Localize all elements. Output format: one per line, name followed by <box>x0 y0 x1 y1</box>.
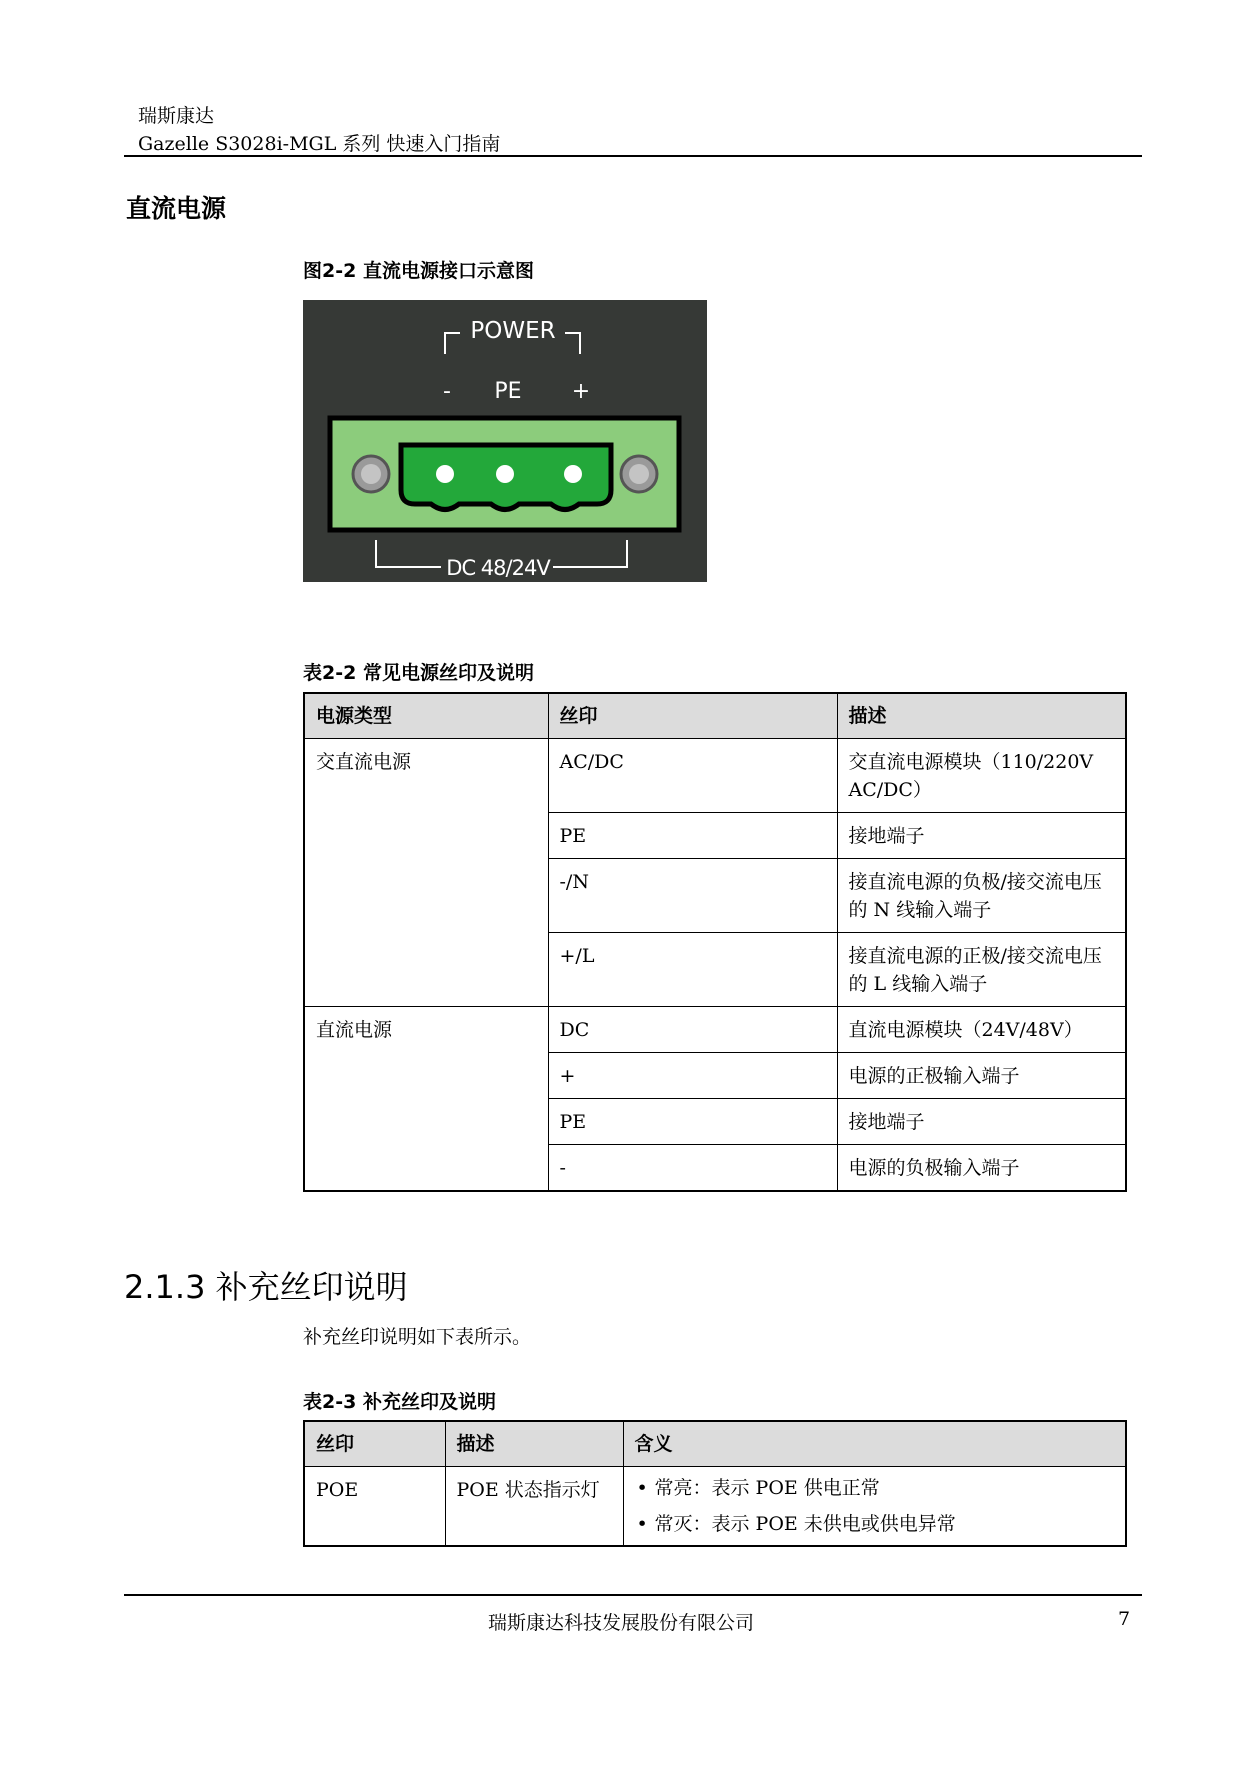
marking-cell: POE <box>304 1467 445 1547</box>
table-row <box>304 1467 1126 1547</box>
table-row <box>304 739 1126 813</box>
header-meaning: 含义 <box>623 1421 1126 1467</box>
table-2-2-caption: 表2-2 常见电源丝印及说明 <box>303 662 534 684</box>
footer-company: 瑞斯康达科技发展股份有限公司 <box>488 1612 755 1634</box>
marking-cell: - <box>548 1145 837 1192</box>
header-description: 描述 <box>445 1421 623 1467</box>
table-header-row <box>304 1421 1126 1467</box>
description-cell: 接直流电源的负极/接交流电压的 N 线输入端子 <box>837 859 1126 933</box>
description-cell: 接地端子 <box>837 1099 1126 1145</box>
power-type-cell: 交直流电源 <box>304 739 548 1007</box>
marking-cell: -/N <box>548 859 837 933</box>
header-doc-title: Gazelle S3028i-MGL 系列 快速入门指南 <box>138 133 501 155</box>
header-marking: 丝印 <box>548 693 837 739</box>
header-power-type: 电源类型 <box>304 693 548 739</box>
header-rule <box>124 155 1142 157</box>
description-cell: 电源的正极输入端子 <box>837 1053 1126 1099</box>
marking-cell: + <box>548 1053 837 1099</box>
meaning-cell <box>623 1467 1126 1547</box>
description-cell: 接直流电源的正极/接交流电压的 L 线输入端子 <box>837 933 1126 1007</box>
rating-label: DC 48/24V <box>446 556 550 580</box>
table-2-3-caption: 表2-3 补充丝印及说明 <box>303 1391 496 1413</box>
header-marking: 丝印 <box>304 1421 445 1467</box>
description-cell: 电源的负极输入端子 <box>837 1145 1126 1192</box>
section-title-dc-power: 直流电源 <box>126 194 227 223</box>
power-type-cell: 直流电源 <box>304 1007 548 1192</box>
page-number: 7 <box>1118 1608 1131 1630</box>
supplementary-marking-table <box>303 1420 1127 1547</box>
footer-rule <box>124 1594 1142 1596</box>
list-item: • 常灭：表示 POE 未供电或供电异常 <box>635 1506 1115 1542</box>
minus-label: - <box>443 379 451 404</box>
section-intro: 补充丝印说明如下表所示。 <box>303 1326 532 1348</box>
list-item: • 常亮：表示 POE 供电正常 <box>635 1470 1115 1506</box>
description-cell: 交直流电源模块（110/220V AC/DC） <box>837 739 1126 813</box>
table-header-row <box>304 693 1126 739</box>
marking-cell: PE <box>548 813 837 859</box>
header-description: 描述 <box>837 693 1126 739</box>
marking-cell: DC <box>548 1007 837 1053</box>
plus-label: + <box>571 379 591 404</box>
section-title-2-1-3: 2.1.3 补充丝印说明 <box>124 1268 408 1306</box>
dc-power-diagram <box>303 300 707 582</box>
meaning-list <box>635 1470 1115 1542</box>
pe-label: PE <box>494 379 522 404</box>
power-marking-table <box>303 692 1127 1192</box>
header-company: 瑞斯康达 <box>138 105 215 127</box>
figure-caption: 图2-2 直流电源接口示意图 <box>303 260 534 282</box>
table-row <box>304 1007 1126 1053</box>
marking-cell: +/L <box>548 933 837 1007</box>
power-label: POWER <box>470 318 556 344</box>
description-cell: POE 状态指示灯 <box>445 1467 623 1547</box>
marking-cell: PE <box>548 1099 837 1145</box>
description-cell: 接地端子 <box>837 813 1126 859</box>
description-cell: 直流电源模块（24V/48V） <box>837 1007 1126 1053</box>
marking-cell: AC/DC <box>548 739 837 813</box>
dc-power-interface-figure <box>303 300 707 582</box>
